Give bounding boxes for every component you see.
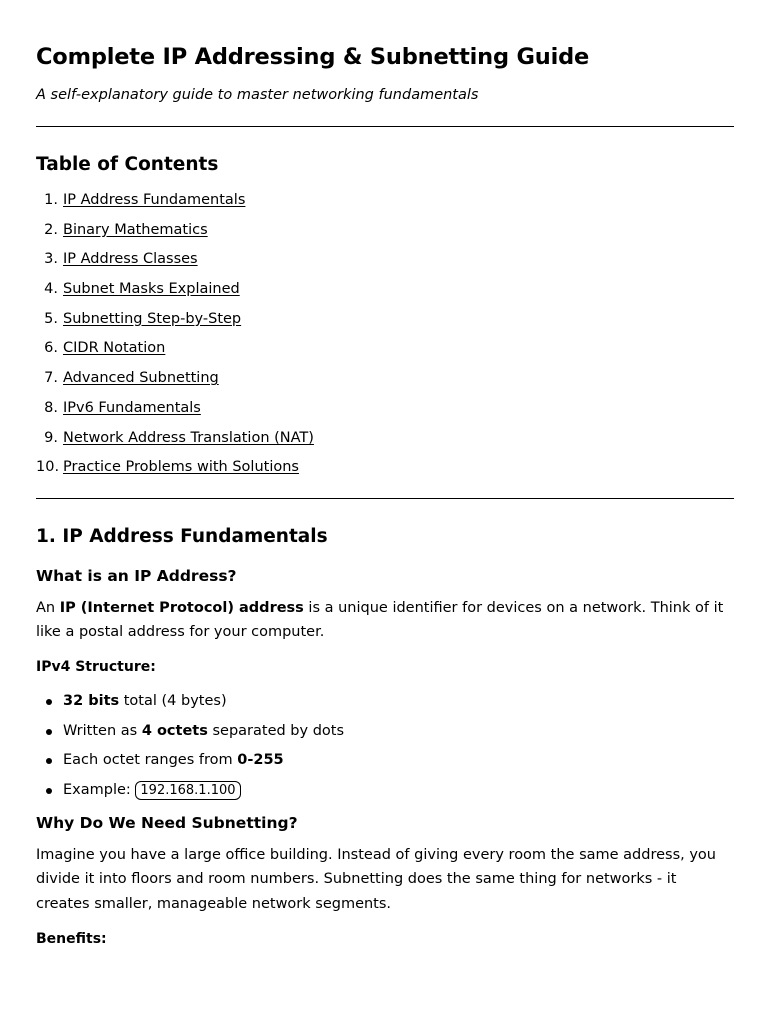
- why-paragraph: Imagine you have a large office building. Instead of giving every room the same address, you divide it into floors and room numbers. Subnetting does the same thing for networks - it creates smaller, manageable network segments.: [36, 846, 716, 912]
- toc-link-cidr-notation[interactable]: CIDR Notation: [63, 340, 166, 357]
- toc-link-binary-mathematics[interactable]: Binary Mathematics: [63, 221, 208, 238]
- section-heading: 1. IP Address Fundamentals: [36, 525, 328, 547]
- list-item: Example: 192.168.1.100: [36, 778, 734, 808]
- list-item: Each octet ranges from 0-255: [36, 748, 734, 778]
- toc-link-nat[interactable]: Network Address Translation (NAT): [63, 429, 314, 446]
- toc-item: 3. IP Address Classes: [36, 247, 734, 277]
- ipv4-bullet-list: [36, 689, 734, 808]
- page-title: Complete IP Addressing & Subnetting Guide: [36, 44, 590, 70]
- toc-item: 2. Binary Mathematics: [36, 218, 734, 248]
- toc-item: 5. Subnetting Step-by-Step: [36, 307, 734, 337]
- toc-list: [36, 188, 734, 485]
- toc-link-subnet-masks[interactable]: Subnet Masks Explained: [63, 281, 240, 298]
- toc-link-ip-address-fundamentals[interactable]: IP Address Fundamentals: [63, 192, 246, 208]
- subsection-heading: What is an IP Address?: [36, 566, 237, 585]
- ipv4-structure-label: IPv4 Structure:: [36, 658, 156, 675]
- toc-link-ipv6-fundamentals[interactable]: IPv6 Fundamentals: [63, 399, 201, 416]
- toc-link-practice-problems[interactable]: Practice Problems with Solutions: [63, 459, 299, 476]
- toc-item: 9. Network Address Translation (NAT): [36, 426, 734, 456]
- intro-paragraph: An IP (Internet Protocol) address is a unique identifier for devices on a network. Think of it like a postal address for your computer.: [36, 599, 724, 641]
- page-subtitle: A self-explanatory guide to master networking fundamentals: [36, 87, 479, 103]
- bold-term: IP (Internet Protocol) address: [59, 599, 304, 616]
- divider: [36, 498, 734, 499]
- toc-item: 10. Practice Problems with Solutions: [36, 455, 734, 485]
- toc-item: 1. IP Address Fundamentals: [36, 188, 734, 218]
- toc-link-subnetting-step-by-step[interactable]: Subnetting Step-by-Step: [63, 310, 242, 327]
- toc-item: 6. CIDR Notation: [36, 336, 734, 366]
- list-item: Written as 4 octets separated by dots: [36, 719, 734, 749]
- toc-link-ip-address-classes[interactable]: IP Address Classes: [63, 251, 198, 268]
- benefits-label: Benefits:: [36, 931, 107, 948]
- toc-item: 8. IPv6 Fundamentals: [36, 396, 734, 426]
- example-ip-code: 192.168.1.100: [135, 781, 240, 800]
- toc-item: 4. Subnet Masks Explained: [36, 277, 734, 307]
- subsection-heading: Why Do We Need Subnetting?: [36, 813, 298, 832]
- divider: [36, 126, 734, 127]
- toc-item: 7. Advanced Subnetting: [36, 366, 734, 396]
- list-item: 32 bits total (4 bytes): [36, 689, 734, 719]
- document-content: [36, 38, 734, 951]
- toc-link-advanced-subnetting[interactable]: Advanced Subnetting: [63, 370, 219, 387]
- toc-heading: Table of Contents: [36, 154, 219, 175]
